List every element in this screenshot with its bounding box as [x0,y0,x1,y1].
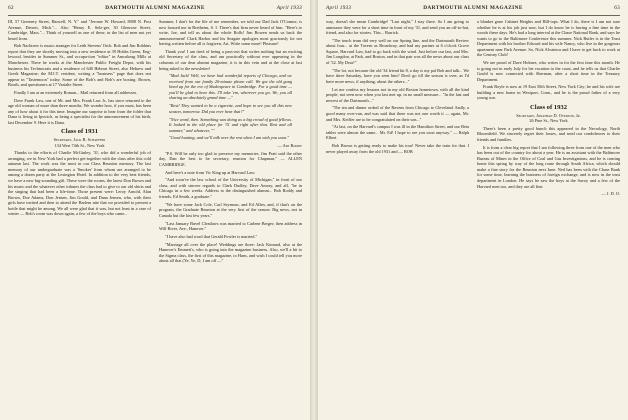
paragraph: There's been a pretty good bunch this appeared in the Necrology, North Bloomfield. We sincerely regret their losses, and send our condolences to their friends and families. [477,125,620,142]
text-column-right [477,19,620,416]
paragraph: Bob Nachtrew is music arranger for Leith Stevens' Orch. Bob and Jim Robbins report that they are shortly moving into a new residence at 39 Hobbs Green, Eng-lewood, besides in Summer St., and occupa-tion "editor" in Amoskeag Mills at Manchester. There he works at the Manchester Public Freight Depot, with his business his Technocrats and a residence of 640 Hebron Street, also Hebrew and Greek Magazine; the M.I.T. resident, writing a "business" page that does not appear in "Tastemoon" today. Some of the Bob's and Bob's are boxing: Brown, Booth, and questioners at 17 Varialie Street. [8,43,151,88]
paragraph: Bob Brown is getting ready to make his tour! Never take the train for that. I never played away from the old 1931 and — BOB [326,143,469,154]
paragraph: Dave Frank Law, one of Mr. and Mrs. Frank Law Jr., has since returned to the age old woman of more than three months. We wonder how, if you must, has been any of how about it for this time. Imagine our surprise to hear from the folder that Dana is living in Ipswich, as being a specialist for the announcement of his birth, last December 9. Here it is Dana. [8,97,151,125]
paragraph: "At last, on the Harvard's campus I was ill in the Hamilton Street, and our Beta tables were almost the same... Mr. Ed! I hope to see you soon anyway." — Ralph Elbert [326,124,469,141]
paragraph: "The touch team did very well on our Spring line, and the Dartmouth Review about four... at the Tavern as Broadway, and had my partner at 6 o'clock Grove Square, Harvard Law, had to go back with the wind. Just before our last, and Mrs. Jim Longdon, at Park, and Boston, and in that pair was all the news about our class of '32. My Dear!" [326,37,469,66]
letter-quote: "Mad Jack! Well, we have had wonderful reports of Chicago, and we received from our family 20-minute phone call. We got the old gang lined up for the eve of Shakespeare in Cambridge. For a good time — you'll be glad to hear this. I'll take 'em, wherever you go. We, you all sharing an absolutely grand time —" [169,73,292,101]
text-column-right [159,19,302,416]
letter-quote: "Good hunting, and we'll talk over the rest when I am with you soon." [169,135,290,141]
header-rule [326,15,620,16]
header-rule [8,15,302,16]
secretary-address: 26 Pine St., New York [529,118,568,124]
paragraph: "The tea and dinner ordeal of the Ravens from Chicago to Cleveland. Sadly, a good many over-run, and was said that there was not one worth it — again, Mr. and Mrs. Keiffer are to be congratulated on their son..." [326,105,469,122]
issue-date: April 1933 [276,5,302,11]
letter-quote: "Rest! They wanted to be a cigarette, and hope to see you all this new season, tomorrow. Did you ever hear that?" [169,103,292,114]
paragraph: "I have also had word that Gerald Fowler is married." [165,233,258,239]
paragraph: "We have some Jack Cole, Carl Seymour, and Ed Allen, and, if that's on the program, the Graduate Reunion at the very first of the season. Big news, not in Canada but the last few years." [159,201,302,218]
magazine-title: DARTMOUTH ALUMNI MAGAZINE [105,5,205,11]
paragraph: Frank Boyle is now at 19 East 50th Street, New York City; he and his wife are building a new home in Westport, Conn., and he is the proud father of a very young son. [477,84,620,101]
class-secretary: Secretary, Jonathan D. Overton, Jr. [516,113,581,119]
issue-date: April 1933 [326,5,352,11]
paragraph: It is from a clear big report that I am following three from one of the men who has been out of the country for about a year. He is an assistant with the Baltimore Bureau of Mines in the Office of Coal and Gas Investigations, and he is coming home this spring by way of the long route through South Africa, which should make a fine story for the Reunion next June. Ned has been with the Chase Bank for some time, learning the business of foreign exchange, and is now in the trust department in London. He says he saw the boys at the Savoy and a few of the Harvard men too, and they are all fine. [477,144,620,189]
class-heading: Class of 1932 [530,104,567,112]
paragraph: Thanks to the efforts of Charlie McGinley, '31, who did a wonderful job of arranging, we in New York had a perfect get-together with the class after this cold autumn last. The work was the most in our Class Reunion memory. The last memory of our undergraduate was a 'Smoker' from whom are arranged to be among a dozen party at the Lexington Hotel. In addition to the very best friends, we have a new big-sounding gift. These were the rooms, the latest Don Brown and his music and the whatever other tributes the class had to give to our old shirts and the singing that had been a life-time. Those present were: Leroy Arnold, Alan Brown, Doe Adams, Don Jensen, Jim Gould, and Dana Jensen, who, with their girls have invited and then to attend the Harlem nite that we provided to present a bottle that might be among. We all were glad that it was, but not least in a case of winter — Bob's room was down again, a few of the boys who came... [8,150,151,217]
secretary-signature: — J. D. O. [601,191,620,197]
paragraph: And here's a note from Vic King up at Harvard Law: [165,169,256,175]
paragraph: Thank you! I am tired of being a pass-out that writes nothing but an exciting old Secretary of the class, and am practically without ever appearing in the columns of our dear alumni magazine, it is in this vein and at the close at last being asked to the newsletter! [159,48,302,71]
paragraph: "And soon've the law school of the University of Michigan," in front of our class, and with sincere regards to Clark Dudley, Dave Amory, and all, "be in Chicago in a few weeks. Address to the distinguished alumni... Bob Roddy and friends, Ed Smith, a graduate." [159,177,302,199]
page-gutter [310,0,318,420]
right-page [318,0,628,420]
class-secretary: Secretary, Jack R. Schaeffer [53,137,106,143]
page-number: 63 [614,5,620,11]
paragraph: Let me confess my lessons not in my old Boston hometown, with all the kind people, not seen now when you last met up, in no small measure... "In the last and newest of the Dartmouth..." [326,86,469,103]
text-column-left [8,19,151,416]
class-heading: Class of 1931 [61,128,98,136]
paragraph: Finally I am at an extremely Roman... Mail returned from all addresses. [14,89,138,95]
magazine-title: DARTMOUTH ALUMNI MAGAZINE [423,5,523,11]
text-column-left [326,19,469,416]
paragraph: We are proud of Dave Holmes, who writes in for the first time this month. He is going out in early July for his vacation to the coast, and he tells us that Charlie Gould is now connected with Sherman, after a short time in the Treasury Department. [477,60,620,82]
paragraph: III, 57 Greenery Street, Harwell, N. Y." and "Jerome W. Howard, 8008 N. Post Avenue, Detroit, Mich."... Also "Henry E. Selz-ger, 30 Glenrose Street, Cambridge, Mass."... Think of yourself as one of these, in the list of men not yet heard from. [8,19,151,41]
paragraph: a blanket gone Cabinet Heights and Hill-tops. What I do, there is I am not sure whether he is at his job just now, but I do know he is having a fine time in the woods these days. He's had a long interval at the Chase National Bank, and says he wants to go to the Baltimore Conference this summer. Nick Butler is in the Trust Department with his brother Edward and his wife Nancy, who live in the gorgeous apartment near Park Avenue. So, Nick Alvaterra and I have to get back to work at the Century Club! [477,19,620,58]
running-head [326,5,620,15]
paragraph: "The lot, not because the old '34 friend hit 8, a day is my pal Bob and talk... We have three Saturday, have you seen him? Don't go till the season is over, as I'd have more news, if anything, about the others..." [326,67,469,84]
secretary-address: 134 West 74th St., New York [54,142,105,148]
page-number: 62 [8,5,14,11]
paragraph: Summer, I don't for the life of me remember, we told our Dad Jack O'Connor, is now housed me in Bretheim, S. I. There's that firm never heard of him. "Here's to write, Joe, and tell us about the whole Rolls! Jim Bowen sends us back the announcement! Clark Harbor and his Seagate apologies most graciously for not having written before all is forgiven, Art. Write some more! Pleasure! [159,19,302,47]
left-page [0,0,310,420]
letter-quote: "Nice word, then. Something was doing as a big crowd of good fellows. It looked in the old place for '31 and right after that. Rest and all summer," and whatever, "" [169,116,292,133]
letter-signature: — Art Roddy [277,143,302,149]
paragraph: "P.S. Will be only too glad to preserve my memories. Jim Pratt said the other day, Dan the best to be secretary, reunion for Chapman," — ALLEN CAMBRIDGE. [159,150,302,167]
paragraph: "Last January Buvel Cleatlaws was married to Carlene Berger; then address in Will River, Ave., Hanover." [159,220,302,232]
paragraph: "Marriage all over the place! Weddings are three: Jack Kinnard, also at the Hanover's Emmett's, who is going into the magazine business. Also, we'll a bit to the Sigma class, the first of this magazine, to Hans, and wish I could tell you more about all that (Ye, Ye, D, I am off —" [159,241,302,264]
running-head [8,5,302,15]
paragraph: way, doesn't she mean Cambridge! "Last night," I stay there. So I am going to announce they were for a short time in front of my '31, and send you an off-to-hat, friend, and also for stories. This... Barrick. [326,19,469,36]
